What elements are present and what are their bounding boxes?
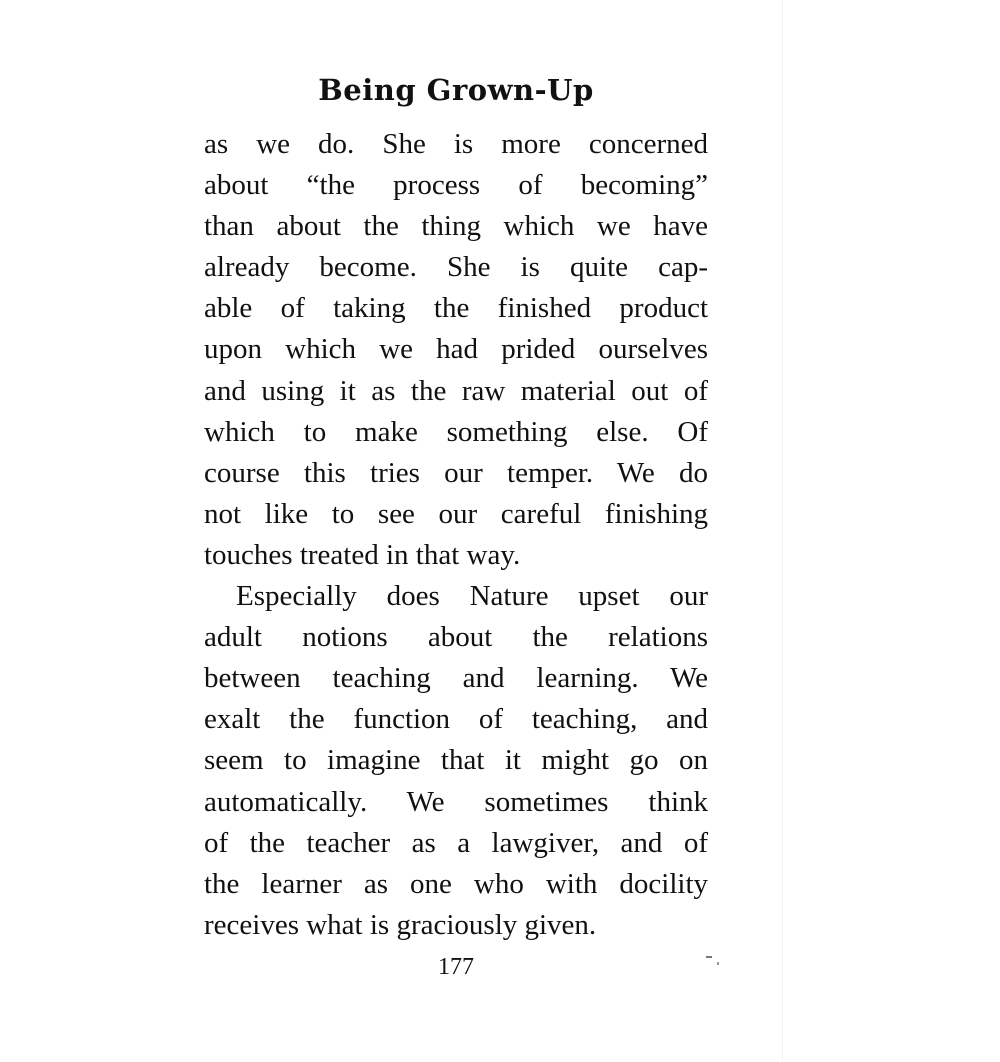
text-line: touches treated in that way. xyxy=(204,538,521,571)
text-line: able of taking the finished product xyxy=(204,292,708,325)
text-line: adult notions about the relations xyxy=(204,621,708,654)
text-line: seem to imagine that it might go on xyxy=(204,744,708,777)
text-line: than about the thing which we have xyxy=(204,210,708,243)
body-text xyxy=(204,124,708,946)
page-number: 177 xyxy=(438,954,474,980)
page-edge-line xyxy=(782,0,783,1062)
text-line: course this tries our temper. We do xyxy=(204,456,708,489)
text-line: which to make something else. Of xyxy=(204,415,708,448)
paragraph-1 xyxy=(204,124,708,576)
text-line: of the teacher as a lawgiver, and of xyxy=(204,826,708,859)
text-line: receives what is graciously given. xyxy=(204,908,597,941)
ink-speck xyxy=(706,956,712,958)
paragraph-2 xyxy=(204,576,708,946)
text-line: about “the process of becoming” xyxy=(204,169,708,202)
text-line: between teaching and learning. We xyxy=(204,662,708,695)
running-head: Being Grown-Up xyxy=(318,73,594,107)
text-line: upon which we had prided ourselves xyxy=(204,333,708,366)
text-line: not like to see our careful finishing xyxy=(204,497,708,530)
text-line: already become. She is quite cap- xyxy=(204,251,708,284)
text-line: automatically. We sometimes think xyxy=(204,785,708,818)
text-line: as we do. She is more concerned xyxy=(204,128,708,160)
text-line: and using it as the raw material out of xyxy=(204,374,708,407)
text-line: exalt the function of teaching, and xyxy=(204,703,708,736)
text-line: Especially does Nature upset our xyxy=(236,580,708,613)
ink-speck xyxy=(717,962,719,965)
text-line: the learner as one who with docility xyxy=(204,867,708,900)
